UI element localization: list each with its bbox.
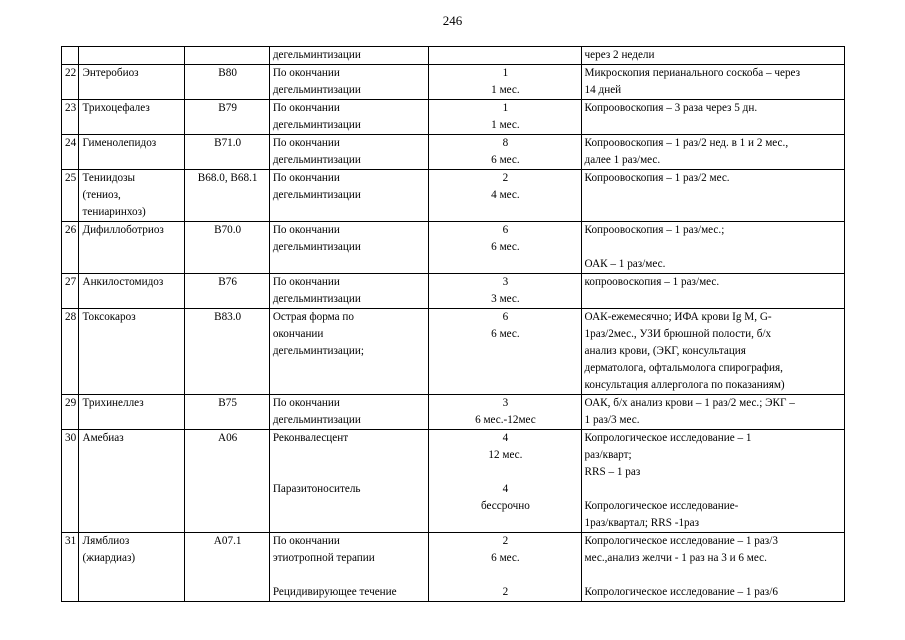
row-number: 25 [62,170,79,222]
icd-code [185,47,269,65]
examination-methods [581,47,844,65]
observation-period-line: 1 [502,67,509,79]
table-body [62,47,845,602]
disease-name-line: Токсокароз [82,311,136,323]
blank-line [273,464,426,481]
observation-period-line: 1 [502,102,509,114]
observation-period [429,65,581,100]
observation-criteria-line: дегельминтизации [272,189,361,201]
examination-methods-line: ОАК – 1 раз/мес. [584,258,666,270]
examination-methods-line: анализ крови, (ЭКГ, консультация [584,345,746,357]
examination-methods [581,533,844,602]
blank-line [432,567,578,584]
icd-code: B83.0 [185,309,269,395]
observation-criteria-line: По окончании [272,102,340,114]
observation-period-line: 2 [502,172,509,184]
table-row [62,309,845,395]
examination-methods-line: Копрологическое исследование- [584,500,739,512]
disease-name-line: Лямблиоз [82,535,130,547]
examination-methods-line: Копрологическое исследование – 1 раз/3 [584,535,778,547]
observation-criteria-line: дегельминтизации [272,119,361,131]
examination-methods-line: консультация аллерголога по показаниям) [584,379,785,391]
observation-period-line: 2 [502,586,509,598]
observation-criteria [269,65,428,100]
observation-criteria-line: окончании [272,328,324,340]
examination-methods-line: раз/кварт; [584,449,632,461]
examination-methods-line: мес.,анализ желчи - 1 раз на 3 и 6 мес. [584,552,767,564]
observation-period [429,309,581,395]
examination-methods-line: ОАК-ежемесячно; ИФА крови Ig M, G- [584,311,772,323]
blank-line [432,464,578,481]
disease-name-line: Трихоцефалез [82,102,150,114]
observation-criteria-line: дегельминтизации [272,414,361,426]
blank-line [273,447,426,464]
disease-name [79,47,185,65]
row-number: 23 [62,100,79,135]
observation-period-line: 3 [502,397,509,409]
disease-name [79,395,185,430]
table-row [62,170,845,222]
icd-code: A07.1 [185,533,269,602]
observation-criteria [269,222,428,274]
observation-criteria [269,135,428,170]
examination-methods-line: Микроскопия перианального соскоба – через [584,67,801,79]
table-row [62,135,845,170]
examination-methods-line: дерматолога, офтальмолога спирография, [584,362,783,374]
disease-name [79,135,185,170]
observation-criteria-line: дегельминтизации [272,154,361,166]
disease-name [79,274,185,309]
row-number: 30 [62,430,79,533]
examination-methods [581,395,844,430]
observation-criteria-line: По окончании [272,535,340,547]
observation-period-line: 1 мес. [491,119,520,131]
table-row [62,47,845,65]
observation-criteria [269,170,428,222]
disease-name [79,309,185,395]
row-number [62,47,79,65]
examination-methods [581,430,844,533]
disease-name-line: Трихинеллез [82,397,144,409]
icd-code: B71.0 [185,135,269,170]
observation-criteria-line: По окончании [272,224,340,236]
icd-code: B68.0, B68.1 [185,170,269,222]
examination-methods [581,170,844,222]
disease-name-line: (тениоз, [82,189,121,201]
observation-criteria [269,533,428,602]
examination-methods [581,274,844,309]
observation-period [429,170,581,222]
observation-criteria-line: дегельминтизации [272,84,361,96]
observation-period-line: 6 мес. [491,328,520,340]
disease-name-line: Дифиллоботриоз [82,224,164,236]
observation-period-line: 6 мес. [491,241,520,253]
disease-name [79,222,185,274]
examination-methods [581,65,844,100]
table-row [62,274,845,309]
disease-name [79,65,185,100]
observation-criteria-line: По окончании [272,397,340,409]
observation-criteria-line: дегельминтизации [272,293,361,305]
observation-criteria-line: дегельминтизации; [272,345,364,357]
observation-period [429,430,581,533]
disease-name-line: Энтеробиоз [82,67,139,79]
row-number: 24 [62,135,79,170]
observation-criteria-line: Паразитоноситель [272,483,361,495]
table-row [62,533,845,602]
examination-methods-line: 1раз/квартал; RRS -1раз [584,517,700,529]
observation-period-line: 6 мес. [491,552,520,564]
observation-criteria-line: этиотропной терапии [272,552,375,564]
observation-period-line: 4 [502,432,509,444]
examination-methods-line: 1 раз/3 мес. [584,414,640,426]
disease-name [79,170,185,222]
observation-criteria [269,274,428,309]
disease-name-line: Амебиаз [82,432,124,444]
disease-name [79,533,185,602]
observation-criteria [269,47,428,65]
examination-methods [581,100,844,135]
examination-methods-line: копроовоскопия – 1 раз/мес. [584,276,720,288]
observation-criteria [269,430,428,533]
observation-period-line: 6 [502,311,509,323]
observation-period-line: 3 мес. [491,293,520,305]
examination-methods-line: через 2 недели [584,49,655,61]
examination-methods-line: Копрологическое исследование – 1 раз/6 [584,586,778,598]
row-number: 22 [62,65,79,100]
examination-methods-line: Копроовоскопия – 1 раз/2 мес. [584,172,730,184]
examination-methods [581,135,844,170]
examination-methods [581,309,844,395]
observation-period [429,100,581,135]
examination-methods-line: Копроовоскопия – 1 раз/2 нед. в 1 и 2 мес., [584,137,789,149]
examination-methods-line: Копрологическое исследование – 1 [584,432,752,444]
examination-methods-line: 1раз/2мес., УЗИ брюшной полости, б/х [584,328,772,340]
observation-period-line: 6 мес.-12мес [475,414,536,426]
observation-period-line: бессрочно [481,500,530,512]
examination-methods-line: Копроовоскопия – 1 раз/мес.; [584,224,725,236]
observation-period-line: 1 мес. [491,84,520,96]
examination-methods-line: RRS – 1 раз [584,466,641,478]
blank-line [585,567,842,584]
observation-period [429,222,581,274]
disease-name-line: (жиардиаз) [82,552,136,564]
row-number: 31 [62,533,79,602]
disease-name [79,100,185,135]
table-row [62,395,845,430]
examination-methods-line: Копроовоскопия – 3 раза через 5 дн. [584,102,758,114]
observation-period-line: 4 мес. [491,189,520,201]
observation-period-line: 8 [502,137,509,149]
icd-code: B76 [185,274,269,309]
observation-period-line: 4 [502,483,509,495]
blank-line [273,567,426,584]
table-row [62,222,845,274]
examination-methods-line: далее 1 раз/мес. [584,154,661,166]
table-row [62,430,845,533]
row-number: 29 [62,395,79,430]
disease-name-line: тениаринхоз) [82,206,146,218]
icd-code: B70.0 [185,222,269,274]
observation-period [429,533,581,602]
disease-name-line: Анкилостомидоз [82,276,164,288]
observation-period-line: 3 [502,276,509,288]
row-number: 28 [62,309,79,395]
disease-name-line: Гименолепидоз [82,137,157,149]
row-number: 27 [62,274,79,309]
table-row [62,65,845,100]
blank-line [585,239,842,256]
table-row [62,100,845,135]
row-number: 26 [62,222,79,274]
observation-criteria [269,395,428,430]
blank-line [585,481,842,498]
examination-methods-line: 14 дней [584,84,622,96]
follow-up-table [61,46,845,602]
icd-code: A06 [185,430,269,533]
observation-period [429,135,581,170]
observation-period-line: 2 [502,535,509,547]
observation-period [429,395,581,430]
examination-methods-line: ОАК, б/х анализ крови – 1 раз/2 мес.; ЭКГ – [584,397,795,409]
disease-name [79,430,185,533]
observation-criteria [269,309,428,395]
observation-period-line: 6 мес. [491,154,520,166]
icd-code: B75 [185,395,269,430]
observation-criteria-line: Рецидивирующее течение [272,586,397,598]
observation-criteria-line: По окончании [272,276,340,288]
observation-criteria-line: Реконвалесцент [272,432,349,444]
observation-criteria-line: По окончании [272,172,340,184]
observation-period [429,47,581,65]
observation-criteria-line: дегельминтизации [272,241,361,253]
page-number: 246 [442,13,463,28]
observation-criteria-line: По окончании [272,137,340,149]
observation-criteria [269,100,428,135]
disease-name-line: Тениидозы [82,172,136,184]
observation-criteria-line: Острая форма по [272,311,354,323]
observation-period-line: 6 [502,224,509,236]
examination-methods [581,222,844,274]
icd-code: B79 [185,100,269,135]
observation-period-line: 12 мес. [488,449,523,461]
observation-criteria-line: дегельминтизации [272,49,361,61]
icd-code: B80 [185,65,269,100]
observation-criteria-line: По окончании [272,67,340,79]
observation-period [429,274,581,309]
